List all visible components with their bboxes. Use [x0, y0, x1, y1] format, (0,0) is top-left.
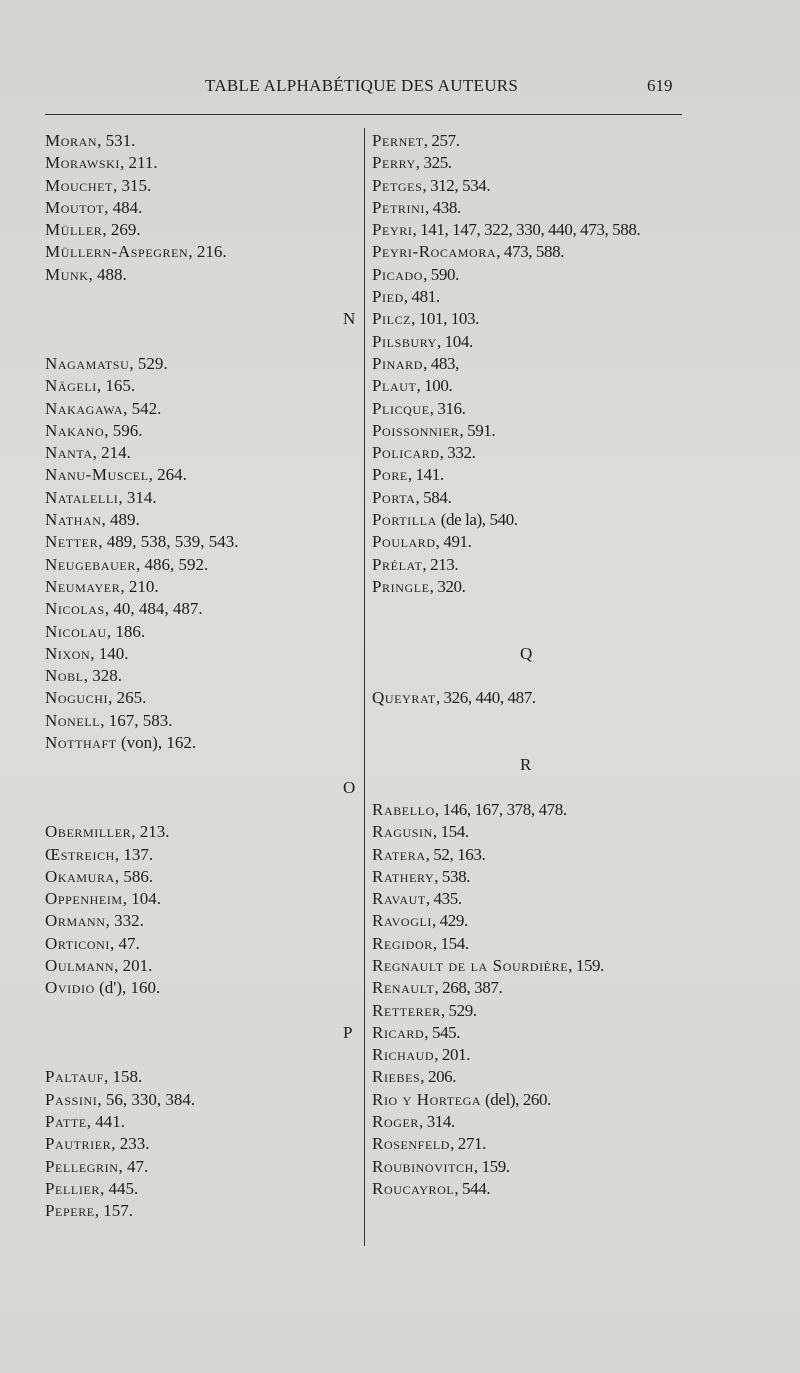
index-entry: [372, 1133, 702, 1155]
section-letter-q: Q: [520, 643, 533, 663]
index-entry: [372, 576, 702, 598]
page-references: , 265.: [108, 688, 147, 708]
page-references: , 529.: [440, 1000, 477, 1020]
page-references: , 315.: [112, 175, 152, 195]
index-entry: [372, 799, 702, 821]
index-entry: [372, 130, 702, 152]
page-references: , 264.: [148, 465, 187, 485]
index-entry: [45, 1111, 355, 1133]
author-name: Müller: [45, 220, 103, 240]
author-name: Patte: [45, 1112, 87, 1132]
index-entry: [372, 175, 702, 197]
index-entry: [45, 264, 355, 286]
author-name: Ragusin: [372, 822, 433, 842]
page-references: , 328.: [83, 666, 122, 686]
section-p: [45, 1066, 355, 1222]
page-references: , 529.: [129, 353, 168, 373]
page-references: , 154.: [432, 933, 469, 953]
page-references: , 141, 147, 322, 330, 440, 473, 588.: [412, 220, 641, 240]
section-letter-n: N: [343, 309, 356, 329]
index-entry: [45, 687, 355, 709]
index-entry: [45, 241, 355, 263]
author-name: Neugebauer: [45, 554, 136, 574]
author-name: Regnault de la Sourdière: [372, 955, 569, 975]
index-entry: [45, 955, 355, 977]
author-name: Peyri: [372, 220, 413, 240]
author-name: Nicolas: [45, 599, 105, 619]
index-entry: [372, 487, 702, 509]
section-p-continued: [372, 130, 702, 598]
author-name: Plaut: [372, 376, 417, 396]
index-entry: [372, 286, 702, 308]
index-entry: [372, 933, 702, 955]
page-references: , 56, 330, 384.: [97, 1089, 196, 1109]
index-entry: [372, 1022, 702, 1044]
author-name: Nanu-Muscel: [45, 465, 149, 485]
page-references: , 154.: [432, 822, 469, 842]
index-entry: [372, 464, 702, 486]
page-references: , 146, 167, 378, 478.: [434, 799, 567, 819]
author-name: Policard: [372, 443, 440, 463]
author-name: Petges: [372, 175, 423, 195]
section-m: [45, 130, 355, 286]
page-references: , 157.: [94, 1201, 133, 1221]
author-name: Okamura: [45, 866, 115, 886]
page-references: , 488.: [88, 264, 127, 284]
author-name: Ovidio: [45, 978, 95, 998]
author-name: Pilcz: [372, 309, 412, 329]
page-references: , 159.: [568, 955, 605, 975]
author-name: Richaud: [372, 1045, 435, 1065]
page-references: , 320.: [429, 576, 466, 596]
index-entry: [45, 910, 355, 932]
author-name: Plicque: [372, 398, 430, 418]
author-name: Pautrier: [45, 1134, 112, 1154]
author-name: Picado: [372, 264, 424, 284]
author-name: Retterer: [372, 1000, 441, 1020]
page-references: , 489, 538, 539, 543.: [98, 532, 239, 552]
author-name: Obermiller: [45, 822, 132, 842]
page-references: , 531.: [97, 131, 136, 150]
index-entry: [372, 375, 702, 397]
author-name: Paltauf: [45, 1067, 104, 1087]
page-references: , 486, 592.: [135, 554, 209, 574]
author-name: Renault: [372, 978, 435, 998]
page-references: , 542.: [123, 398, 162, 418]
author-name: Pore: [372, 465, 408, 485]
index-entry: [45, 844, 355, 866]
index-entry: [372, 955, 702, 977]
page-references: , 591.: [459, 420, 496, 440]
page-references: , 201.: [434, 1045, 471, 1065]
page-references: , 316.: [429, 398, 466, 418]
page-references: , 314.: [419, 1112, 455, 1132]
index-entry: [372, 554, 702, 576]
author-name: Prélat: [372, 554, 423, 574]
page-references: (von), 162.: [116, 733, 197, 753]
index-entry: [45, 1156, 355, 1178]
page-references: , 269.: [102, 220, 141, 240]
index-entry: [45, 621, 355, 643]
index-entry: [45, 977, 355, 999]
page-references: , 483,: [423, 353, 459, 373]
author-name: Ravogli: [372, 911, 432, 931]
left-column: [45, 130, 355, 1223]
author-name: Petrini: [372, 197, 425, 217]
page-references: , 584.: [415, 487, 452, 507]
index-entry: [45, 219, 355, 241]
index-entry: [372, 888, 702, 910]
section-n: [45, 353, 355, 754]
author-name: Riebes: [372, 1067, 421, 1087]
index-entry: [45, 442, 355, 464]
index-entry: [372, 1156, 702, 1178]
index-entry: [372, 264, 702, 286]
author-name: Nicolau: [45, 621, 107, 641]
page-references: , 545.: [424, 1022, 461, 1042]
author-name: Œstreich: [45, 844, 115, 864]
page-references: , 206.: [420, 1067, 457, 1087]
page-references: , 435.: [425, 889, 462, 909]
author-name: Queyrat: [372, 688, 436, 708]
index-entry: [372, 977, 702, 999]
section-r: [372, 799, 702, 1200]
index-entry: [45, 866, 355, 888]
index-entry: [45, 710, 355, 732]
page-references: , 158.: [103, 1067, 143, 1087]
page-references: , 538.: [434, 866, 471, 886]
page-references: , 332.: [105, 911, 144, 931]
index-entry: [45, 821, 355, 843]
author-name: Pellegrin: [45, 1156, 119, 1176]
author-name: Porta: [372, 487, 416, 507]
index-entry: [45, 509, 355, 531]
author-name: Nakagawa: [45, 398, 124, 418]
page-references: , 312, 534.: [422, 175, 491, 195]
page-references: (de la), 540.: [436, 510, 518, 530]
author-name: Nägeli: [45, 376, 97, 396]
author-name: Perry: [372, 153, 416, 173]
author-name: Ratera: [372, 844, 426, 864]
index-entry: [45, 152, 355, 174]
author-name: Rabello: [372, 799, 435, 819]
author-name: Regidor: [372, 933, 433, 953]
author-name: Rosenfeld: [372, 1134, 451, 1154]
page-references: , 438.: [424, 197, 461, 217]
page-references: , 214.: [92, 443, 131, 463]
page-references: , 233.: [111, 1134, 150, 1154]
page-references: , 140.: [90, 643, 129, 663]
author-name: Roucayrol: [372, 1178, 455, 1198]
author-name: Nixon: [45, 643, 91, 663]
author-name: Moutot: [45, 197, 105, 217]
index-entry: [45, 1066, 355, 1088]
section-letter-p: P: [343, 1022, 353, 1042]
page-references: , 100.: [416, 376, 453, 396]
index-entry: [45, 554, 355, 576]
page-references: , 326, 440, 487.: [435, 688, 536, 708]
page-references: , 590.: [423, 264, 459, 284]
index-entry: [45, 888, 355, 910]
index-entry: [372, 420, 702, 442]
index-entry: [372, 866, 702, 888]
index-entry: [45, 531, 355, 553]
page-references: , 489.: [101, 510, 140, 530]
index-entry: [45, 464, 355, 486]
page-references: , 268, 387.: [434, 978, 503, 998]
author-name: Pied: [372, 287, 404, 307]
section-o: [45, 821, 355, 999]
author-name: Orticoni: [45, 933, 111, 953]
index-entry: [372, 1066, 702, 1088]
index-entry: [372, 219, 702, 241]
author-name: Passini: [45, 1089, 98, 1109]
author-name: Nakano: [45, 420, 105, 440]
page-references: , 159.: [473, 1156, 510, 1176]
page-references: , 544.: [454, 1178, 491, 1198]
index-entry: [45, 1200, 355, 1222]
page-references: , 186.: [106, 621, 146, 641]
index-entry: [372, 353, 702, 375]
index-entry: [372, 241, 702, 263]
page-references: , 257.: [423, 131, 460, 150]
author-name: Roger: [372, 1112, 420, 1132]
page-references: , 141.: [407, 465, 444, 485]
page-references: , 314.: [118, 487, 157, 507]
page-references: , 104.: [436, 331, 473, 351]
page-references: , 201.: [114, 955, 153, 975]
author-name: Oulmann: [45, 955, 115, 975]
page-references: , 491.: [435, 532, 472, 552]
index-entry: [45, 130, 355, 152]
index-entry: [45, 1133, 355, 1155]
page-references: , 481.: [403, 287, 440, 307]
author-name: Ravaut: [372, 889, 426, 909]
author-name: Natalelli: [45, 487, 119, 507]
page-references: , 332.: [439, 443, 476, 463]
index-entry: [372, 1044, 702, 1066]
author-name: Portilla: [372, 510, 437, 530]
index-entry: [372, 442, 702, 464]
index-entry: [372, 1000, 702, 1022]
author-name: Poulard: [372, 532, 436, 552]
author-name: Poissonnier: [372, 420, 460, 440]
page-number: 619: [647, 76, 673, 95]
page-references: , 104.: [122, 889, 161, 909]
author-name: Roubinovitch: [372, 1156, 474, 1176]
page-references: , 210.: [120, 576, 159, 596]
page-references: , 429.: [431, 911, 468, 931]
index-entry: [45, 643, 355, 665]
author-name: Rio y Hortega: [372, 1089, 482, 1109]
author-name: Pringle: [372, 576, 430, 596]
index-entry: [372, 821, 702, 843]
page-references: , 40, 484, 487.: [104, 599, 203, 619]
index-entry: [372, 687, 702, 709]
page-references: , 445.: [99, 1178, 139, 1198]
page-references: , 52, 163.: [425, 844, 486, 864]
page-references: (del), 260.: [481, 1089, 551, 1109]
index-entry: [45, 398, 355, 420]
page-references: , 596.: [104, 420, 143, 440]
author-name: Nonell: [45, 710, 101, 730]
page-references: , 325.: [415, 153, 452, 173]
page-references: , 441.: [86, 1112, 126, 1132]
page-references: , 213.: [422, 554, 459, 574]
index-entry: [372, 308, 702, 330]
author-name: Pellier: [45, 1178, 100, 1198]
page-references: , 47.: [118, 1156, 149, 1176]
author-name: Nathan: [45, 510, 102, 530]
section-letter-o: O: [343, 777, 356, 797]
index-entry: [45, 732, 355, 754]
index-entry: [45, 576, 355, 598]
page-references: , 473, 588.: [496, 242, 565, 262]
index-entry: [45, 933, 355, 955]
index-entry: [372, 1089, 702, 1111]
index-entry: [45, 353, 355, 375]
author-name: Pilsbury: [372, 331, 437, 351]
right-column: [372, 130, 702, 1200]
index-entry: [372, 910, 702, 932]
index-entry: [372, 844, 702, 866]
page-references: , 47.: [110, 933, 140, 953]
index-entry: [372, 509, 702, 531]
index-entry: [45, 598, 355, 620]
index-entry: [45, 1089, 355, 1111]
index-entry: [45, 375, 355, 397]
author-name: Pernet: [372, 131, 424, 150]
page-references: , 165.: [96, 376, 136, 396]
author-name: Netter: [45, 532, 99, 552]
index-entry: [45, 420, 355, 442]
index-entry: [45, 1178, 355, 1200]
page-references: , 213.: [131, 822, 170, 842]
page-references: , 137.: [114, 844, 154, 864]
index-entry: [372, 1178, 702, 1200]
running-title: TABLE ALPHABÉTIQUE DES AUTEURS: [205, 76, 519, 95]
author-name: Nobl: [45, 666, 84, 686]
author-name: Pinard: [372, 353, 424, 373]
column-divider: [364, 128, 365, 1246]
author-name: Nagamatsu: [45, 353, 130, 373]
index-entry: [372, 197, 702, 219]
page-references: , 484.: [104, 197, 143, 217]
author-name: Munk: [45, 264, 89, 284]
author-name: Notthaft: [45, 733, 117, 753]
running-head: [0, 76, 800, 100]
author-name: Mouchet: [45, 175, 113, 195]
page-references: , 211.: [119, 153, 158, 173]
author-name: Peyri-Rocamora: [372, 242, 497, 262]
index-entry: [372, 398, 702, 420]
index-entry: [45, 197, 355, 219]
index-entry: [45, 665, 355, 687]
index-entry: [45, 175, 355, 197]
section-letter-r: R: [520, 755, 532, 775]
author-name: Noguchi: [45, 688, 109, 708]
author-name: Ricard: [372, 1022, 425, 1042]
index-entry: [372, 531, 702, 553]
author-name: Oppenheim: [45, 889, 123, 909]
index-entry: [372, 152, 702, 174]
index-entry: [372, 1111, 702, 1133]
author-name: Morawski: [45, 153, 120, 173]
header-rule: [45, 114, 682, 115]
page-references: , 101, 103.: [411, 309, 479, 329]
author-name: Pepere: [45, 1201, 95, 1221]
author-name: Rathery: [372, 866, 435, 886]
page-references: , 271.: [450, 1134, 486, 1154]
author-name: Neumayer: [45, 576, 121, 596]
author-name: Ormann: [45, 911, 106, 931]
page-references: , 216.: [188, 242, 227, 262]
author-name: Moran: [45, 131, 98, 150]
page-references: , 167, 583.: [100, 710, 173, 730]
author-name: Müllern-Aspegren: [45, 242, 189, 262]
author-name: Nanta: [45, 443, 93, 463]
section-q: [372, 687, 702, 709]
index-entry: [45, 487, 355, 509]
index-entry: [372, 331, 702, 353]
page-references: , 586.: [114, 866, 154, 886]
page-references: (d'), 160.: [94, 978, 161, 998]
